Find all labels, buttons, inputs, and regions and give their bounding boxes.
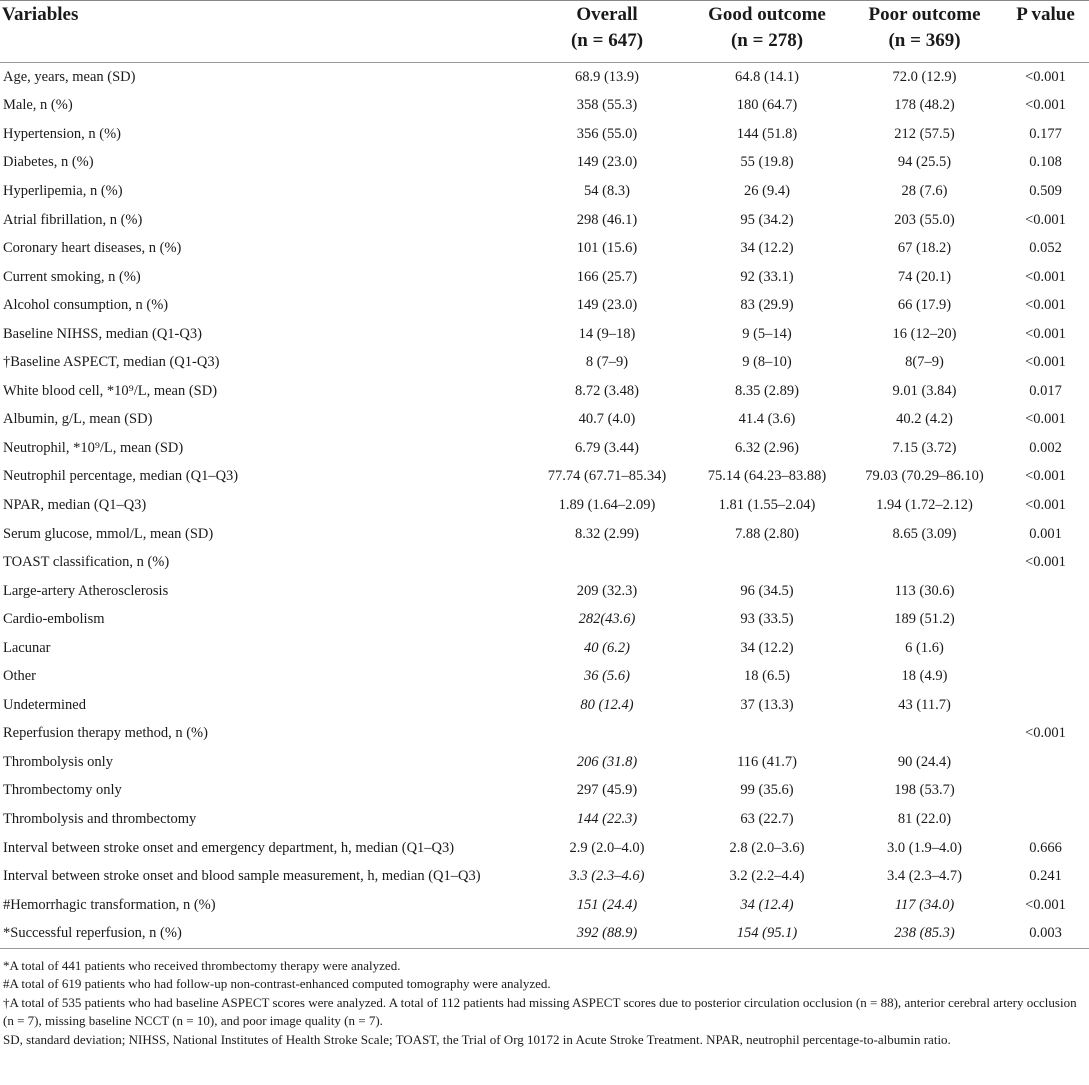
cell-poor: 3.0 (1.9–4.0) (887, 839, 962, 856)
cell-overall: 14 (9–18) (578, 325, 636, 342)
header-overall-label: Overall (576, 4, 638, 25)
cell-p-value (1002, 662, 1089, 691)
cell-p-value: 0.003 (1029, 925, 1062, 942)
row-label: NPAR, median (Q1–Q3) (3, 496, 147, 513)
table-row (0, 491, 1089, 520)
row-label: Male, n (%) (3, 97, 73, 114)
cell-good: 96 (34.5) (740, 582, 794, 599)
table-row (0, 149, 1089, 178)
row-label: Thrombectomy only (3, 782, 122, 799)
row-label: Thrombolysis and thrombectomy (3, 810, 197, 827)
row-label: Cardio-embolism (3, 611, 105, 628)
header-poor-n: (n = 369) (888, 30, 961, 51)
cell-good: 64.8 (14.1) (734, 68, 800, 85)
cell-poor: 72.0 (12.9) (892, 68, 957, 85)
cell-poor (847, 720, 1002, 749)
row-label: Hyperlipemia, n (%) (3, 182, 123, 199)
cell-overall: 392 (88.9) (576, 925, 638, 942)
table-row (0, 720, 1089, 749)
table-row (0, 520, 1089, 549)
table-row (0, 234, 1089, 263)
cell-p-value: <0.001 (1025, 554, 1066, 571)
table-row (0, 834, 1089, 863)
cell-overall: 1.89 (1.64–2.09) (558, 496, 656, 513)
cell-overall (527, 548, 687, 577)
row-label: Thrombolysis only (3, 753, 113, 770)
cell-overall: 166 (25.7) (576, 268, 638, 285)
cell-good: 9 (8–10) (742, 354, 792, 371)
cell-overall: 40 (6.2) (584, 639, 630, 656)
header-good-outcome (687, 0, 847, 63)
row-label: Interval between stroke onset and emergency department, h, median (Q1–Q3) (3, 839, 455, 856)
cell-p-value: 0.052 (1029, 240, 1062, 257)
table-row (0, 605, 1089, 634)
cell-poor: 66 (17.9) (897, 297, 952, 314)
table-row (0, 805, 1089, 834)
cell-p-value (1002, 777, 1089, 806)
table-row (0, 662, 1089, 691)
cell-overall: 8 (7–9) (585, 354, 629, 371)
row-label: Reperfusion therapy method, n (%) (3, 725, 208, 742)
cell-good: 92 (33.1) (740, 268, 794, 285)
cell-p-value: 0.002 (1029, 439, 1062, 456)
footnote: #A total of 619 patients who had follow-up non-contrast-enhanced computed tomography were analyzed. (3, 976, 551, 992)
cell-poor: 90 (24.4) (897, 753, 952, 770)
cell-poor: 28 (7.6) (901, 182, 948, 199)
row-label: *Successful reperfusion, n (%) (3, 925, 182, 942)
cell-p-value: <0.001 (1025, 68, 1066, 85)
cell-poor: 1.94 (1.72–2.12) (876, 496, 973, 513)
cell-good: 6.32 (2.96) (734, 439, 800, 456)
header-good-label: Good outcome (708, 4, 826, 25)
cell-overall: 80 (12.4) (580, 696, 634, 713)
cell-good (687, 720, 847, 749)
table-row (0, 348, 1089, 377)
cell-p-value (1002, 634, 1089, 663)
cell-overall: 297 (45.9) (576, 782, 638, 799)
table-row (0, 377, 1089, 406)
cell-p-value: 0.017 (1029, 382, 1062, 399)
cell-poor: 40.2 (4.2) (896, 411, 953, 428)
cell-p-value: 0.108 (1029, 154, 1062, 171)
cell-good: 180 (64.7) (736, 97, 798, 114)
cell-overall: 3.3 (2.3–4.6) (569, 868, 645, 885)
cell-poor: 9.01 (3.84) (892, 382, 957, 399)
cell-p-value: 0.001 (1029, 525, 1062, 542)
cell-p-value: <0.001 (1025, 97, 1066, 114)
cell-p-value: 0.509 (1029, 182, 1062, 199)
cell-p-value (1002, 577, 1089, 606)
header-row (0, 0, 1089, 63)
table-row (0, 177, 1089, 206)
header-overall-n: (n = 647) (570, 30, 644, 51)
cell-overall: 36 (5.6) (584, 668, 630, 685)
table-row (0, 748, 1089, 777)
cell-poor: 198 (53.7) (894, 782, 955, 799)
header-variables: Variables (2, 4, 79, 25)
cell-p-value (1002, 748, 1089, 777)
table-row (0, 406, 1089, 435)
row-label: #Hemorrhagic transformation, n (%) (3, 896, 216, 913)
cell-overall: 101 (15.6) (576, 240, 638, 257)
row-label: †Baseline ASPECT, median (Q1-Q3) (3, 354, 220, 371)
cell-overall: 68.9 (13.9) (574, 68, 640, 85)
header-poor-label: Poor outcome (868, 4, 981, 25)
cell-poor: 113 (30.6) (894, 582, 955, 599)
cell-good: 99 (35.6) (740, 782, 794, 799)
cell-good: 95 (34.2) (740, 211, 794, 228)
cell-overall: 40.7 (4.0) (578, 411, 636, 428)
cell-good: 93 (33.5) (740, 611, 794, 628)
cell-p-value: <0.001 (1025, 325, 1066, 342)
cell-good: 34 (12.2) (740, 639, 794, 656)
table-row (0, 577, 1089, 606)
row-label: Baseline NIHSS, median (Q1-Q3) (3, 325, 202, 342)
cell-p-value: <0.001 (1025, 725, 1066, 742)
cell-p-value (1002, 805, 1089, 834)
row-label: TOAST classification, n (%) (3, 554, 170, 571)
cell-poor: 212 (57.5) (894, 125, 955, 142)
cell-poor: 81 (22.0) (897, 810, 952, 827)
cell-good: 116 (41.7) (737, 753, 797, 770)
cell-poor: 43 (11.7) (898, 696, 951, 713)
cell-overall: 149 (23.0) (576, 297, 638, 314)
cell-p-value: 0.666 (1029, 839, 1062, 856)
cell-poor: 94 (25.5) (897, 154, 952, 171)
cell-good: 154 (95.1) (736, 925, 798, 942)
cell-poor: 67 (18.2) (897, 240, 952, 257)
cell-p-value: <0.001 (1025, 297, 1066, 314)
row-label: Large-artery Atherosclerosis (3, 582, 169, 599)
table-row (0, 291, 1089, 320)
cell-good: 34 (12.2) (740, 240, 794, 257)
cell-good: 1.81 (1.55–2.04) (718, 496, 816, 513)
cell-good: 7.88 (2.80) (734, 525, 800, 542)
header-good-n: (n = 278) (730, 30, 804, 51)
cell-poor: 189 (51.2) (894, 611, 955, 628)
cell-poor: 16 (12–20) (892, 325, 957, 342)
cell-overall: 8.72 (3.48) (574, 382, 640, 399)
cell-good (687, 548, 847, 577)
header-overall (527, 0, 687, 63)
cell-p-value: 0.177 (1029, 125, 1062, 142)
footnote: *A total of 441 patients who received thrombectomy therapy were analyzed. (3, 957, 401, 973)
cell-overall: 282(43.6) (578, 611, 636, 628)
cell-overall: 6.79 (3.44) (574, 439, 640, 456)
cell-p-value: <0.001 (1025, 411, 1066, 428)
cell-poor: 74 (20.1) (897, 268, 952, 285)
cell-overall: 2.9 (2.0–4.0) (569, 839, 645, 856)
row-label: Neutrophil, *10⁹/L, mean (SD) (3, 439, 184, 456)
cell-poor: 79.03 (70.29–86.10) (865, 468, 984, 485)
cell-poor: 18 (4.9) (901, 668, 948, 685)
row-label: Other (3, 668, 37, 685)
cell-good: 9 (5–14) (742, 325, 792, 342)
row-label: Atrial fibrillation, n (%) (3, 211, 143, 228)
top-rule (0, 0, 1089, 1)
cell-p-value: <0.001 (1025, 496, 1066, 513)
cell-good: 144 (51.8) (736, 125, 798, 142)
cell-poor (847, 548, 1002, 577)
row-label: White blood cell, *10⁹/L, mean (SD) (3, 382, 218, 399)
row-label: Age, years, mean (SD) (3, 68, 136, 85)
cell-good: 75.14 (64.23–83.88) (707, 468, 827, 485)
row-label: Alcohol consumption, n (%) (3, 297, 169, 314)
cell-good: 34 (12.4) (740, 896, 794, 913)
row-label: Interval between stroke onset and blood sample measurement, h, median (Q1–Q3) (3, 868, 481, 885)
row-label: Current smoking, n (%) (3, 268, 141, 285)
header-poor-outcome (847, 0, 1002, 63)
footnote: †A total of 535 patients who had baseline ASPECT scores were analyzed. A total of 112 patients had missing ASPECT scores due to posterior circulation occlusion (n = 88), anterior cerebral artery occlusion (n = 7), missing baseline NCCT (n = 10), and poor image quality (n = 7). (3, 994, 1077, 1029)
cell-good: 2.8 (2.0–3.6) (729, 839, 805, 856)
cell-good: 3.2 (2.2–4.4) (729, 868, 805, 885)
cell-p-value: <0.001 (1025, 211, 1066, 228)
cell-p-value: <0.001 (1025, 354, 1066, 371)
cell-overall: 298 (46.1) (576, 211, 638, 228)
table-row (0, 777, 1089, 806)
row-label: Undetermined (3, 696, 86, 713)
cell-poor: 117 (34.0) (894, 896, 955, 913)
cell-good: 26 (9.4) (744, 182, 790, 199)
cell-good: 37 (13.3) (740, 696, 794, 713)
cell-p-value: 0.241 (1029, 868, 1062, 885)
cell-overall: 144 (22.3) (576, 810, 638, 827)
cell-overall: 356 (55.0) (576, 125, 638, 142)
cell-p-value: <0.001 (1025, 468, 1066, 485)
row-label: Neutrophil percentage, median (Q1–Q3) (3, 468, 239, 485)
footnote: SD, standard deviation; NIHSS, National Institutes of Health Stroke Scale; TOAST, the Trial of Org 10172 in Acute Stroke Treatment. NPAR, neutrophil percentage-to-albumin ratio. (3, 1031, 951, 1047)
row-label: Serum glucose, mmol/L, mean (SD) (3, 525, 214, 542)
table-row (0, 434, 1089, 463)
row-label: Albumin, g/L, mean (SD) (3, 411, 153, 428)
cell-poor: 3.4 (2.3–4.7) (887, 868, 962, 885)
cell-overall (527, 720, 687, 749)
row-label: Coronary heart diseases, n (%) (3, 240, 182, 257)
table-row (0, 691, 1089, 720)
table-row (0, 862, 1089, 891)
table-row (0, 92, 1089, 121)
cell-poor: 238 (85.3) (894, 925, 955, 942)
table-row (0, 548, 1089, 577)
header-p-value: P value (1016, 4, 1075, 25)
cell-good: 18 (6.5) (744, 668, 790, 685)
cell-overall: 8.32 (2.99) (574, 525, 640, 542)
table-body (0, 63, 1089, 948)
cell-good: 63 (22.7) (740, 810, 794, 827)
cell-p-value (1002, 691, 1089, 720)
cell-good: 55 (19.8) (740, 154, 794, 171)
cell-overall: 54 (8.3) (584, 182, 630, 199)
cell-p-value: <0.001 (1025, 268, 1066, 285)
table-row (0, 63, 1089, 92)
table-row (0, 463, 1089, 492)
table-row (0, 320, 1089, 349)
cell-p-value (1002, 605, 1089, 634)
table-row (0, 120, 1089, 149)
cell-good: 83 (29.9) (740, 297, 794, 314)
cell-overall: 149 (23.0) (576, 154, 638, 171)
table-row (0, 919, 1089, 948)
table-row (0, 206, 1089, 235)
cell-good: 8.35 (2.89) (734, 382, 800, 399)
row-label: Hypertension, n (%) (3, 125, 121, 142)
cell-good: 41.4 (3.6) (738, 411, 796, 428)
footnotes (0, 949, 1089, 1050)
cell-poor: 178 (48.2) (894, 97, 955, 114)
table-row (0, 634, 1089, 663)
cell-overall: 209 (32.3) (576, 582, 638, 599)
cell-p-value: <0.001 (1025, 896, 1066, 913)
table-row (0, 263, 1089, 292)
cell-poor: 203 (55.0) (894, 211, 955, 228)
row-label: Diabetes, n (%) (3, 154, 94, 171)
cell-overall: 358 (55.3) (576, 97, 638, 114)
row-label: Lacunar (3, 639, 51, 656)
cell-poor: 7.15 (3.72) (892, 439, 957, 456)
cell-overall: 151 (24.4) (576, 896, 638, 913)
cell-poor: 8.65 (3.09) (892, 525, 957, 542)
table-row (0, 891, 1089, 920)
cell-overall: 206 (31.8) (576, 753, 638, 770)
cell-overall: 77.74 (67.71–85.34) (547, 468, 667, 485)
cell-poor: 8(7–9) (905, 354, 944, 371)
cell-poor: 6 (1.6) (905, 639, 944, 656)
